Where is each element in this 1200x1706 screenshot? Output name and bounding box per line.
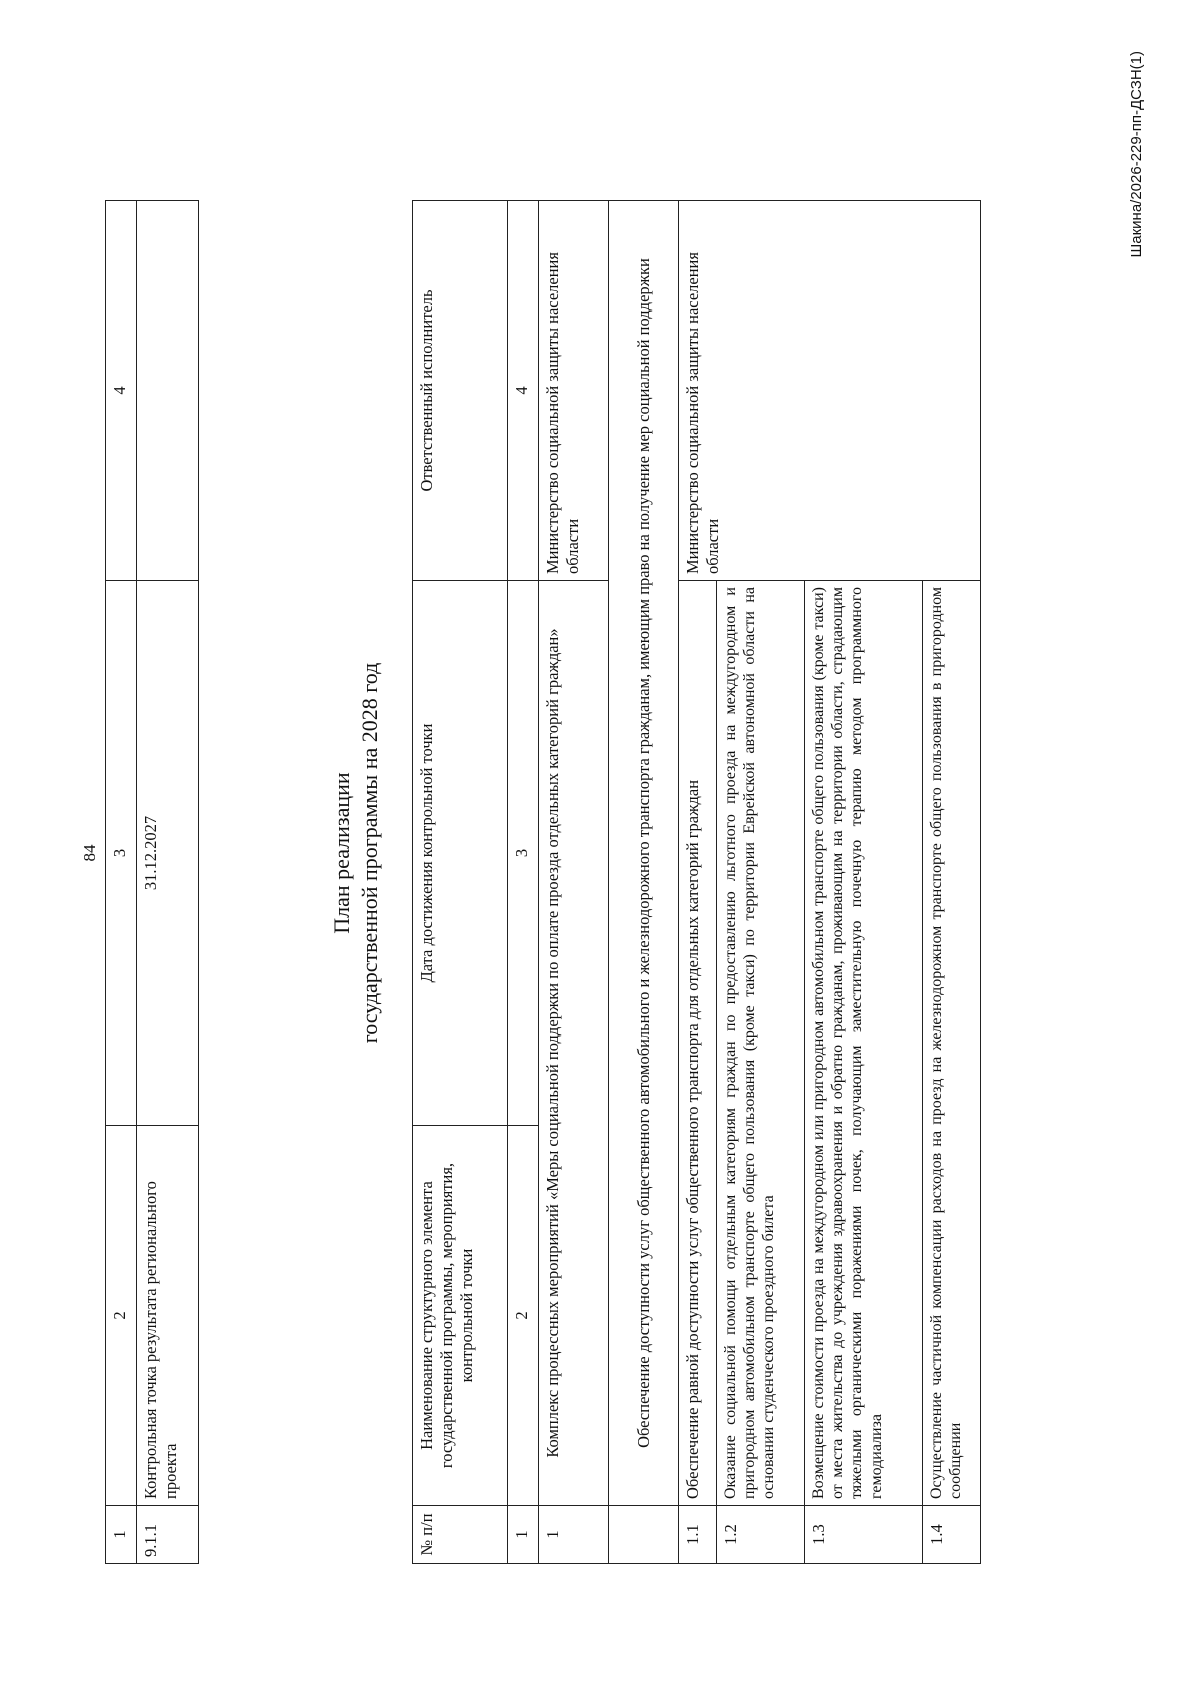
continuation-table — [105, 200, 199, 1564]
col-number-4: 4 — [106, 201, 137, 581]
measure-executor: Министерство социальной защиты населения области — [679, 201, 981, 581]
row-number: 1.4 — [923, 1506, 981, 1564]
row-number: 9.1.1 — [137, 1506, 199, 1564]
column-numbers-row — [508, 201, 539, 1564]
row-number: 1.2 — [717, 1506, 805, 1564]
col-number-4: 4 — [508, 201, 539, 581]
page-title — [328, 0, 383, 1706]
row-name: Контрольная точка результата регионального проекта — [137, 1126, 199, 1506]
row-name: Осуществление частичной компенсации расходов на проезд на железнодорожном транспорте общего пользования в пригородном сообщении — [923, 581, 981, 1506]
header-executor: Ответственный исполнитель — [413, 201, 508, 581]
plan-table — [412, 200, 981, 1564]
col-number-3: 3 — [508, 581, 539, 1126]
col-number-1: 1 — [106, 1506, 137, 1564]
col-number-3: 3 — [106, 581, 137, 1126]
task-number-empty — [609, 1506, 679, 1564]
title-line-2: государственной программы на 2028 год — [356, 662, 382, 1044]
measure-name: Обеспечение равной доступности услуг общественного транспорта для отдельных категорий граждан — [679, 581, 717, 1506]
complex-row — [539, 201, 609, 1564]
complex-number: 1 — [539, 1506, 609, 1564]
document-footer: Шакина/2026-229-пп-ДСЗН(1) — [1128, 51, 1145, 258]
measure-row — [679, 201, 717, 1564]
table-row — [137, 201, 199, 1564]
task-text: Обеспечение доступности услуг общественного автомобильного и железнодорожного транспорта гражданам, имеющим право на получение мер социальной поддержки — [609, 201, 679, 1506]
page-number: 84 — [80, 844, 99, 862]
row-name: Возмещение стоимости проезда на междугородном или пригородном автомобильном транспорте общего пользования (кроме такси) от места жительства до учреждения здравоохранения и обратно гражданам, проживающим на территории области, страдающим тяжелыми органическими поражениями почек, получающим заместительную почечную терапию методом программного гемодиализа — [805, 581, 923, 1506]
title-line-1: План реализации — [329, 772, 354, 934]
task-row — [609, 201, 679, 1564]
col-number-1: 1 — [508, 1506, 539, 1564]
complex-executor: Министерство социальной защиты населения области — [539, 201, 609, 581]
row-name: Оказание социальной помощи отдельным категориям граждан по предоставлению льготного проезда на междугородном и пригородном автомобильном транспорте общего пользования (кроме такси) по территории Еврейской автономной области на основании студенческого проездного билета — [717, 581, 805, 1506]
row-number: 1.3 — [805, 1506, 923, 1564]
header-row — [413, 201, 508, 1564]
row-executor — [137, 201, 199, 581]
col-number-2: 2 — [106, 1126, 137, 1506]
header-name: Наименование структурного элемента государственной программы, мероприятия, контрольной точки — [413, 1126, 508, 1506]
measure-number: 1.1 — [679, 1506, 717, 1564]
col-number-2: 2 — [508, 1126, 539, 1506]
complex-name: Комплекс процессных мероприятий «Меры социальной поддержки по оплате проезда отдельных категорий граждан» — [539, 581, 609, 1506]
row-date: 31.12.2027 — [137, 581, 199, 1126]
continuation-header-row — [106, 201, 137, 1564]
header-num: № п/п — [413, 1506, 508, 1564]
header-date: Дата достижения контрольной точки — [413, 581, 508, 1126]
